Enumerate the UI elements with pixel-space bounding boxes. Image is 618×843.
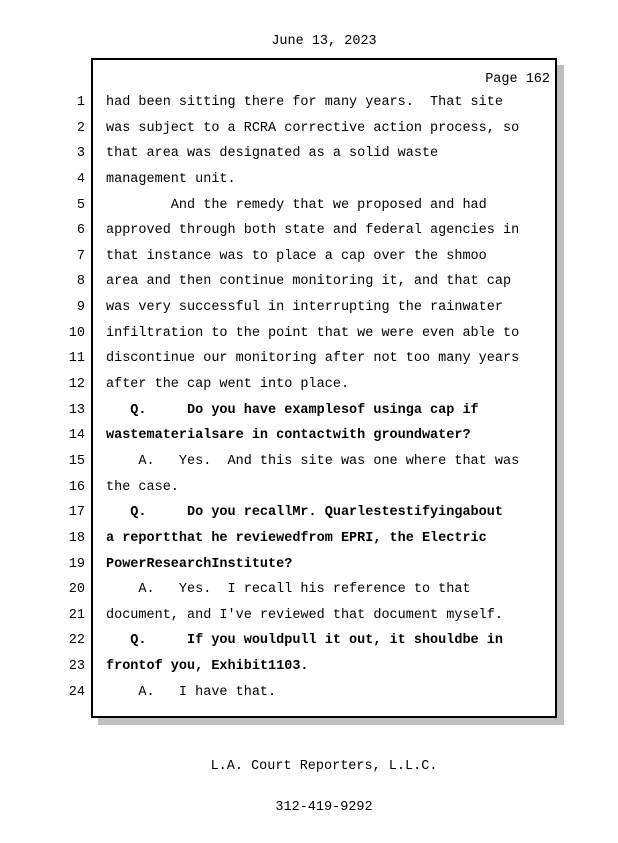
line-text: the case. bbox=[106, 479, 179, 495]
line-number: 4 bbox=[76, 171, 85, 187]
line-text: document, and I've reviewed that document myself. bbox=[106, 607, 503, 623]
transcript-line bbox=[0, 167, 618, 193]
line-number: 2 bbox=[76, 120, 85, 136]
line-number: 11 bbox=[68, 351, 85, 367]
line-number: 23 bbox=[68, 659, 85, 675]
line-text: had been sitting there for many years. That site bbox=[106, 95, 503, 110]
line-text: that area was designated as a solid waste bbox=[106, 146, 439, 162]
line-number: 13 bbox=[68, 402, 85, 418]
line-text: PowerResearchInstitute? bbox=[106, 556, 293, 572]
transcript-line bbox=[0, 346, 618, 372]
transcript-line bbox=[0, 116, 618, 142]
line-number: 7 bbox=[76, 248, 85, 264]
line-number: 5 bbox=[76, 197, 85, 213]
line-number: 1 bbox=[76, 95, 85, 110]
line-text: that instance was to place a cap over the shmoo bbox=[106, 248, 487, 264]
transcript-line bbox=[0, 372, 618, 398]
transcript-line bbox=[0, 423, 618, 449]
transcript-line bbox=[0, 475, 618, 501]
reporter-phone: 312-419-9292 bbox=[275, 799, 373, 815]
line-number: 24 bbox=[68, 684, 85, 700]
line-text: Q. Do you have examplesof usinga cap if bbox=[106, 402, 479, 418]
transcript-line bbox=[0, 449, 618, 475]
line-text: Q. Do you recallMr. Quarlestestifyingabout bbox=[106, 505, 503, 521]
reporter-name: L.A. Court Reporters, L.L.C. bbox=[210, 758, 438, 774]
line-number: 21 bbox=[68, 607, 85, 623]
transcript-line bbox=[0, 628, 618, 654]
transcript-line bbox=[0, 141, 618, 167]
line-number: 3 bbox=[76, 146, 85, 162]
line-text: area and then continue monitoring it, and that cap bbox=[106, 274, 512, 290]
line-text: approved through both state and federal agencies in bbox=[106, 223, 520, 239]
line-number: 19 bbox=[68, 556, 85, 572]
transcript-line bbox=[0, 680, 618, 706]
transcript-line bbox=[0, 398, 618, 424]
line-text: was subject to a RCRA corrective action process, so bbox=[106, 120, 520, 136]
line-number: 20 bbox=[68, 582, 85, 598]
transcript-line bbox=[0, 193, 618, 219]
transcript-line bbox=[0, 526, 618, 552]
line-text: infiltration to the point that we were even able to bbox=[106, 325, 520, 341]
line-number: 15 bbox=[68, 453, 85, 469]
transcript-line bbox=[0, 654, 618, 680]
line-text: discontinue our monitoring after not too many years bbox=[106, 351, 520, 367]
transcript-line bbox=[0, 603, 618, 629]
line-number: 6 bbox=[76, 223, 85, 239]
transcript-line bbox=[0, 269, 618, 295]
transcript-line bbox=[0, 218, 618, 244]
line-number: 12 bbox=[68, 377, 85, 393]
transcript-line bbox=[0, 244, 618, 270]
line-text: A. I have that. bbox=[106, 684, 277, 700]
transcript-line bbox=[0, 552, 618, 578]
line-text: a reportthat he reviewedfrom EPRI, the Electric bbox=[106, 530, 487, 546]
transcript-line bbox=[0, 321, 618, 347]
line-number: 22 bbox=[68, 633, 85, 649]
reporter-footer bbox=[91, 732, 557, 842]
transcript-line bbox=[0, 577, 618, 603]
line-text: A. Yes. And this site was one where that was bbox=[106, 453, 520, 469]
line-number: 9 bbox=[76, 300, 85, 316]
line-number: 16 bbox=[68, 479, 85, 495]
line-number: 17 bbox=[68, 505, 85, 521]
line-number: 14 bbox=[68, 428, 85, 444]
line-number: 10 bbox=[68, 325, 85, 341]
line-text: after the cap went into place. bbox=[106, 377, 350, 393]
line-number: 8 bbox=[76, 274, 85, 290]
line-text: frontof you, Exhibit1103. bbox=[106, 659, 309, 675]
page-number-label: Page 162 bbox=[485, 72, 550, 87]
line-number: 18 bbox=[68, 530, 85, 546]
transcript-line bbox=[0, 500, 618, 526]
line-text: wastematerialsare in contactwith groundwater? bbox=[106, 428, 471, 444]
line-text: Q. If you wouldpull it out, it shouldbe in bbox=[106, 633, 503, 649]
transcript-line bbox=[0, 90, 618, 116]
line-text: And the remedy that we proposed and had bbox=[106, 197, 487, 213]
date-header: June 13, 2023 bbox=[271, 34, 377, 49]
line-text: was very successful in interrupting the rainwater bbox=[106, 300, 503, 316]
transcript-line bbox=[0, 295, 618, 321]
line-text: A. Yes. I recall his reference to that bbox=[106, 582, 471, 598]
line-text: management unit. bbox=[106, 171, 236, 187]
transcript-lines bbox=[0, 90, 618, 705]
